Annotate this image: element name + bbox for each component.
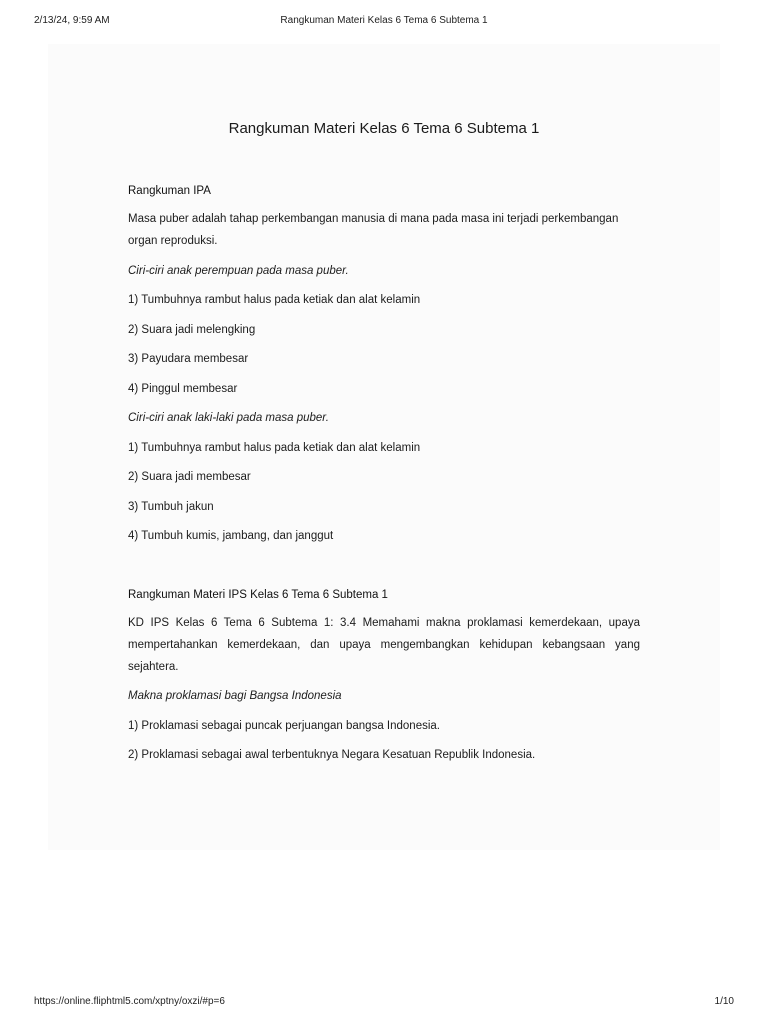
list-item: 3) Payudara membesar <box>128 353 249 365</box>
ips-heading: Rangkuman Materi IPS Kelas 6 Tema 6 Subtema 1 <box>128 589 388 601</box>
list-item: 1) Proklamasi sebagai puncak perjuangan bangsa Indonesia. <box>128 720 440 732</box>
list-item: 2) Suara jadi melengking <box>128 324 256 336</box>
list-item: 4) Tumbuh kumis, jambang, dan janggut <box>128 530 334 542</box>
ips-kd-paragraph: KD IPS Kelas 6 Tema 6 Subtema 1: 3.4 Memahami makna proklamasi kemerdekaan, upaya mempertahankan kemerdekaan, dan upaya mengembangkan kehidupan kebangsaan yang sejahtera. <box>128 617 640 673</box>
girls-heading: Ciri-ciri anak perempuan pada masa puber. <box>128 265 349 277</box>
print-datetime: 2/13/24, 9:59 AM <box>34 15 110 26</box>
list-item: 1) Tumbuhnya rambut halus pada ketiak dan alat kelamin <box>128 442 421 454</box>
document-title: Rangkuman Materi Kelas 6 Tema 6 Subtema 1 <box>228 120 540 137</box>
list-item: 1) Tumbuhnya rambut halus pada ketiak dan alat kelamin <box>128 294 421 306</box>
page-number: 1/10 <box>714 996 734 1007</box>
list-item: 3) Tumbuh jakun <box>128 501 214 513</box>
boys-heading: Ciri-ciri anak laki-laki pada masa puber. <box>128 412 329 424</box>
print-footer <box>34 996 734 1010</box>
ipa-heading: Rangkuman IPA <box>128 185 211 197</box>
print-page-title: Rangkuman Materi Kelas 6 Tema 6 Subtema 1 <box>280 15 488 26</box>
ipa-intro: Masa puber adalah tahap perkembangan manusia di mana pada masa ini terjadi perkembangan organ reproduksi. <box>128 213 619 247</box>
document-page <box>48 44 720 850</box>
print-url: https://online.fliphtml5.com/xptny/oxzi/#p=6 <box>34 996 225 1007</box>
makna-heading: Makna proklamasi bagi Bangsa Indonesia <box>128 690 342 702</box>
list-item: 4) Pinggul membesar <box>128 383 238 395</box>
list-item: 2) Proklamasi sebagai awal terbentuknya Negara Kesatuan Republik Indonesia. <box>128 749 536 761</box>
print-header <box>34 15 734 29</box>
list-item: 2) Suara jadi membesar <box>128 471 251 483</box>
